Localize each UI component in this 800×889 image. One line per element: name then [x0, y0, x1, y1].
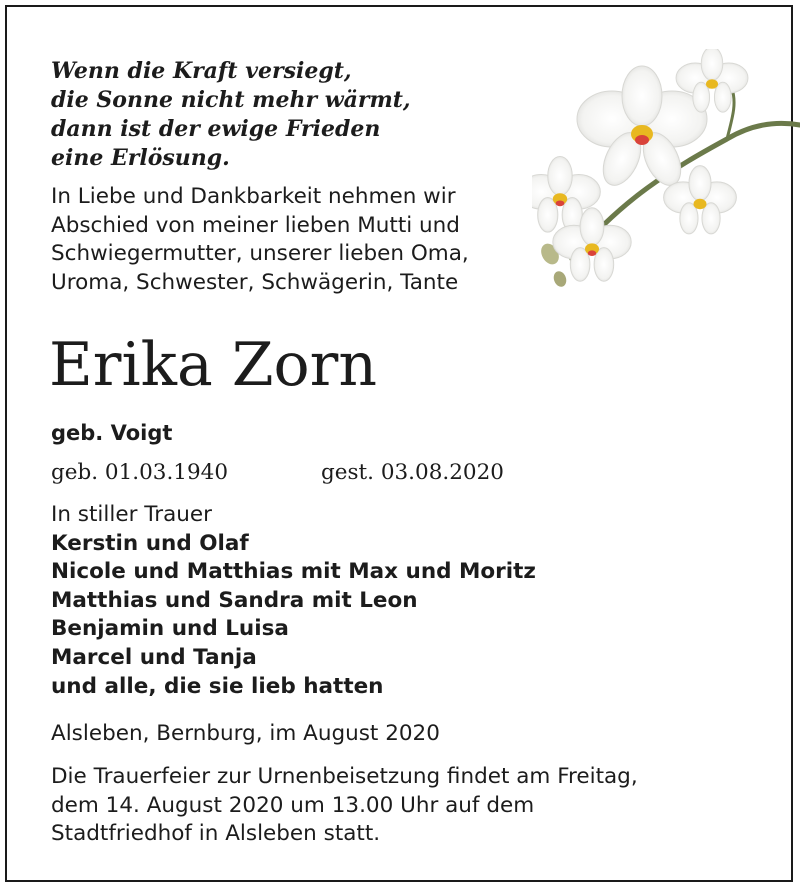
obituary-notice — [5, 5, 793, 882]
maiden-name: geb. Voigt — [51, 421, 173, 445]
deceased-name: Erika Zorn — [49, 330, 378, 400]
mourner-family: Marcel und Tanja — [51, 644, 257, 670]
mourner-family: Benjamin und Luisa — [51, 616, 289, 642]
mourner-family: und alle, die sie lieb hatten — [51, 673, 384, 699]
poem-line: eine Erlösung. — [51, 145, 230, 171]
poem-line: dann ist der ewige Frieden — [51, 116, 381, 142]
place-date: Alsleben, Bernburg, im August 2020 — [51, 721, 440, 746]
birth-date: geb. 01.03.1940 — [51, 460, 229, 485]
poem-line: die Sonne nicht mehr wärmt, — [51, 87, 411, 113]
poem-line: Wenn die Kraft versiegt, — [51, 58, 352, 84]
intro-line: Uroma, Schwester, Schwägerin, Tante — [51, 269, 459, 295]
orchid-icon — [532, 49, 800, 299]
service-line: Stadtfriedhof in Alsleben statt. — [51, 821, 381, 846]
mourner-family: Nicole und Matthias mit Max und Moritz — [51, 559, 536, 585]
death-date: gest. 03.08.2020 — [321, 460, 504, 485]
intro-text — [51, 183, 469, 297]
service-line: Die Trauerfeier zur Urnenbeisetzung findet am Freitag, — [51, 764, 638, 789]
poem — [51, 57, 411, 173]
intro-line: Abschied von meiner lieben Mutti und — [51, 212, 460, 238]
mourner-family: Matthias und Sandra mit Leon — [51, 587, 418, 613]
funeral-service-info — [51, 763, 638, 849]
mourners — [51, 501, 536, 701]
intro-line: In Liebe und Dankbarkeit nehmen wir — [51, 184, 456, 209]
mourner-family: Kerstin und Olaf — [51, 530, 249, 556]
mourning-label: In stiller Trauer — [51, 502, 212, 527]
service-line: dem 14. August 2020 um 13.00 Uhr auf dem — [51, 792, 535, 818]
intro-line: Schwiegermutter, unserer lieben Oma, — [51, 241, 469, 266]
